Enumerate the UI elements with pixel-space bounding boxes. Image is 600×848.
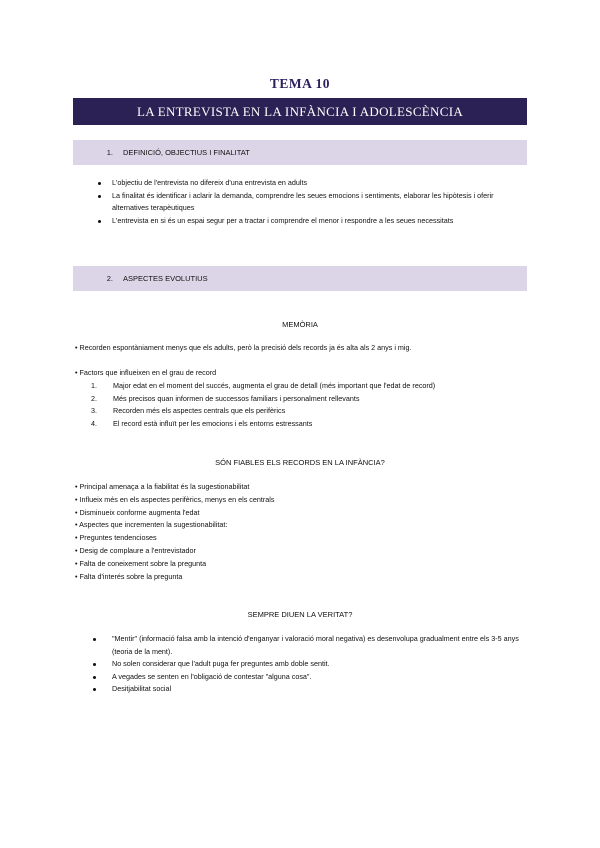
section-number: 1. bbox=[106, 148, 113, 157]
list-item: 1. Major edat en el moment del succés, augmenta el grau de detall (més important que l'edat de record) bbox=[91, 381, 436, 390]
list-item: La finalitat és identificar i aclarir la demanda, comprendre les seues emocions i sentiments, elaborar les hipòtesis i oferir alternatives terapèutiques bbox=[112, 190, 532, 215]
page-title: TEMA 10 bbox=[269, 76, 331, 91]
bullet-icon bbox=[93, 676, 96, 679]
memoria-factors-intro: • Factors que influeixen en el grau de record bbox=[75, 368, 217, 377]
list-item: 2. Més precisos quan informen de successos familiars i personalment rellevants bbox=[91, 393, 360, 403]
bullet-icon bbox=[93, 663, 96, 666]
list-item: 4. El record està influït per les emocions i els entorns estressants bbox=[91, 418, 313, 428]
list-item: L'objectiu de l'entrevista no difereix d'una entrevista en adults bbox=[112, 177, 532, 190]
list-item: • Falta d'interés sobre la pregunta bbox=[75, 571, 183, 581]
bullet-icon bbox=[93, 688, 96, 691]
bullet-icon bbox=[98, 195, 101, 198]
memoria-factors-list bbox=[91, 380, 531, 430]
list-item: L'entrevista en si és un espai segur per a tractar i comprendre el menor i respondre a les seues necessitats bbox=[112, 215, 532, 228]
section-number: 2. bbox=[106, 274, 113, 283]
list-item: • Influeix més en els aspectes perifèrics, menys en els centrals bbox=[75, 494, 275, 504]
list-item: • Desig de complaure a l'entrevistador bbox=[75, 545, 196, 555]
veritat-heading: SEMPRE DIUEN LA VERITAT? bbox=[247, 610, 353, 619]
veritat-bullet-list bbox=[112, 633, 530, 696]
list-item: 3. Recorden més els aspectes centrals que els perifèrics bbox=[91, 406, 286, 416]
section-heading: DEFINICIÓ, OBJECTIUS I FINALITAT bbox=[123, 148, 250, 157]
fiables-heading: SÓN FIABLES ELS RECORDS EN LA INFÀNCIA? bbox=[215, 458, 385, 467]
memoria-line: • Recorden espontàniament menys que els adults, però la precisió dels records ja és alta als 2 anys i mig. bbox=[75, 343, 412, 352]
banner-text: LA ENTREVISTA EN LA INFÀNCIA I ADOLESCÈNCIA bbox=[136, 103, 464, 119]
list-item: A vegades se senten en l'obligació de contestar "alguna cosa". bbox=[112, 671, 530, 684]
list-item: • Principal amenaça a la fiabilitat és la sugestionabilitat bbox=[75, 482, 250, 491]
section1-bullet-list bbox=[112, 177, 532, 227]
section-heading: ASPECTES EVOLUTIUS bbox=[123, 274, 208, 283]
list-item: "Mentir" (informació falsa amb la intenció d'enganyar i valoració moral negativa) es desenvolupa gradualment entre els 3-5 anys (teoria de la ment). bbox=[112, 633, 530, 658]
list-item: Desitjabilitat social bbox=[112, 683, 530, 696]
bullet-icon bbox=[93, 638, 96, 641]
section-header-2 bbox=[73, 266, 527, 291]
list-item: • Aspectes que incrementen la sugestionabilitat: bbox=[75, 520, 228, 530]
list-item: No solen considerar que l'adult puga fer preguntes amb doble sentit. bbox=[112, 658, 530, 671]
fiables-list bbox=[75, 481, 274, 583]
title-banner bbox=[73, 98, 527, 125]
bullet-icon bbox=[98, 220, 101, 223]
list-item: • Falta de coneixement sobre la pregunta bbox=[75, 558, 207, 568]
memoria-heading: MEMÒRIA bbox=[282, 320, 318, 329]
list-item: • Disminueix conforme augmenta l'edat bbox=[75, 507, 200, 517]
list-item: • Preguntes tendencioses bbox=[75, 533, 157, 543]
section-header-1 bbox=[73, 140, 527, 165]
bullet-icon bbox=[98, 182, 101, 185]
